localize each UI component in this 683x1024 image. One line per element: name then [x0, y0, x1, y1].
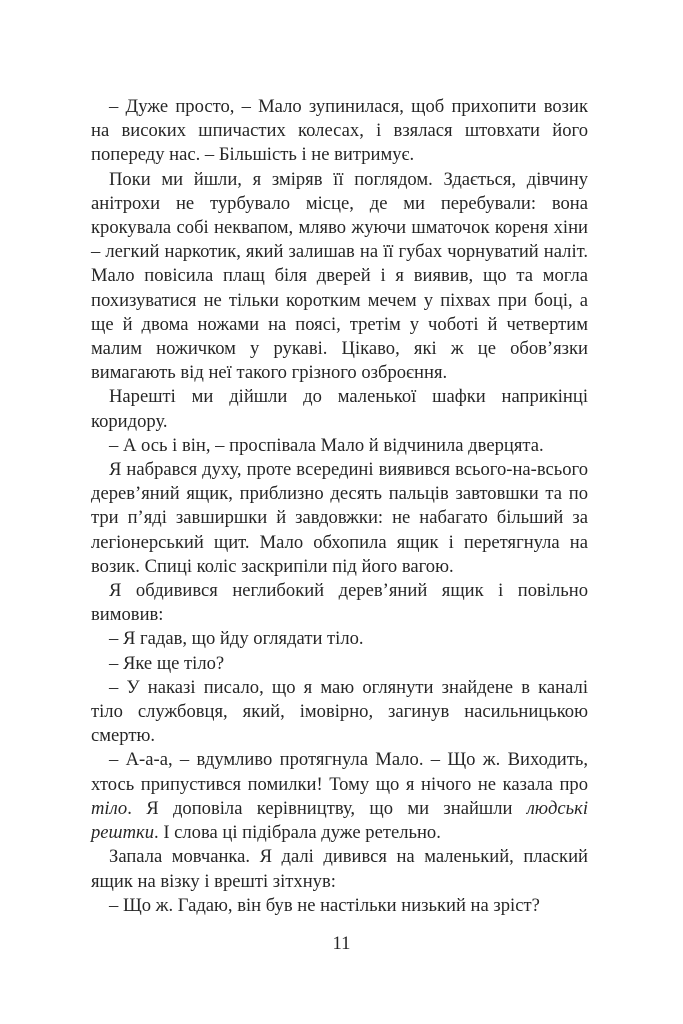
paragraph-3: Нарешті ми дійшли до маленької шафки наприкінці коридору.: [91, 386, 588, 432]
paragraph-10-part-2: . Я доповіла керівництву, що ми знайшли: [127, 797, 527, 819]
paragraph-5: Я набрався духу, проте всередині виявився всього-на-всього дерев’яний ящик, приблизно десять пальців завтовшки та по три п’яді завширшки й завдовжки: не набагато більший за легіонерський щит. Мало обхопила ящик і перетягнула на возик. Спиці коліс заскрипіли під його вагою.: [91, 459, 588, 577]
paragraph-4: – А ось і він, – проспівала Мало й відчинила дверцята.: [109, 434, 544, 456]
paragraph-6: Я обдивився неглибокий дерев’яний ящик і повільно вимовив:: [91, 580, 588, 626]
paragraph-1: – Дуже просто, – Мало зупинилася, щоб прихопити возик на високих шпичастих колесах, і взялася штовхати його попереду нас. – Більшість і не витримує.: [91, 96, 588, 166]
emphasis-human-remains: людські рештки: [91, 797, 588, 844]
paragraph-9: – У наказі писало, що я маю оглянути знайдене в каналі тіло службовця, який, імовірно, загинув насильницькою смертю.: [91, 676, 588, 747]
paragraph-11: Запала мовчанка. Я далі дивився на маленький, плаский ящик на візку і врешті зітхнув:: [91, 846, 588, 892]
page-number: 11: [332, 933, 351, 954]
paragraph-12: – Що ж. Гадаю, він був не настільки низький на зріст?: [109, 894, 540, 916]
paragraph-2: Поки ми йшли, я зміряв її поглядом. Здається, дівчину анітрохи не турбувало місце, де ми перебували: вона крокувала собі неквапом, мляво жуючи шматочок кореня хіни – легкий наркотик, який залишав на її губах чорнуватий наліт. Мало повісила плащ біля дверей і я виявив, що та могла похизуватися не тільки коротким мечем у піхвах при боці, а ще й двома ножами на поясі, третім у чоботі й четвертим малим ножичком у рукаві. Цікаво, які ж це обов’язки вимагають від неї такого грізного озброєння.: [91, 168, 588, 384]
paragraph-7: – Я гадав, що йду оглядати тіло.: [109, 628, 364, 650]
paragraph-10-part-1: – А-а-а, – вдумливо протягнула Мало. – Що ж. Виходить, хтось припустився помилки! Тому що я нічого не казала про: [91, 749, 588, 795]
paragraph-8: – Яке ще тіло?: [109, 652, 225, 674]
paragraph-10: [91, 748, 588, 845]
body-text: [91, 95, 588, 918]
emphasis-body: тіло: [91, 797, 128, 819]
paragraph-10-part-3: . І слова ці підібрала дуже ретельно.: [154, 822, 441, 844]
